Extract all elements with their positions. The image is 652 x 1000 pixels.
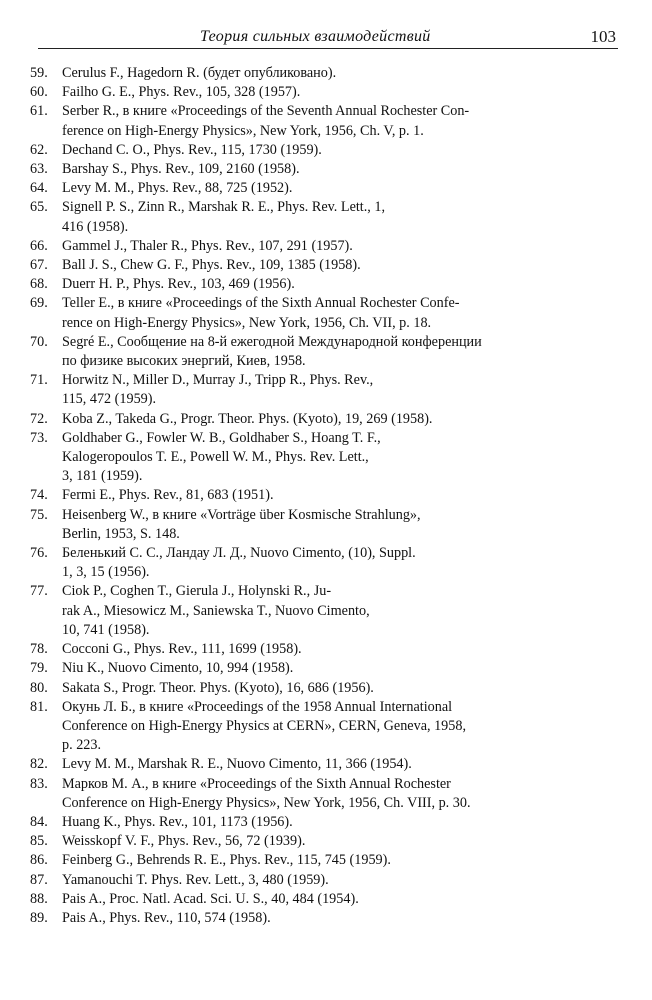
reference-line: 3, 181 (1959). [62,468,143,485]
reference-text [62,237,620,256]
reference-line: Беленький С. С., Ландау Л. Д., Nuovo Cimento, (10), Suppl. [62,545,416,562]
reference-number: 83. [30,775,48,792]
reference-item [30,871,620,890]
reference-text [62,851,620,870]
reference-number: 68. [30,276,48,293]
reference-text [62,679,620,698]
reference-line: rak A., Miesowicz M., Saniewska T., Nuovo Cimento, [62,602,370,619]
reference-text [62,582,620,640]
reference-item [30,294,620,332]
reference-line: 1, 3, 15 (1956). [62,564,150,581]
reference-number: 86. [30,852,48,869]
reference-number: 63. [30,161,48,178]
reference-number: 76. [30,545,48,562]
reference-number: 72. [30,410,48,427]
reference-item [30,832,620,851]
reference-text [62,198,620,236]
reference-number: 79. [30,660,48,677]
reference-line: Goldhaber G., Fowler W. B., Goldhaber S., Hoang T. F., [62,429,381,446]
reference-line: Cerulus F., Hagedorn R. (будет опубликовано). [62,65,337,81]
reference-line: Barshay S., Phys. Rev., 109, 2160 (1958). [62,161,300,178]
reference-number: 71. [30,372,48,389]
reference-line: 416 (1958). [62,218,129,235]
reference-number: 80. [30,679,48,696]
reference-text [62,410,620,429]
reference-item [30,506,620,544]
reference-text [62,429,620,487]
reference-line: Yamanouchi T. Phys. Rev. Lett., 3, 480 (1959). [62,871,329,888]
reference-item [30,256,620,275]
reference-line: Levy M. M., Marshak R. E., Nuovo Cimento, 11, 366 (1954). [62,756,412,773]
reference-line: rence on High-Energy Physics», New York, 1956, Ch. VII, p. 18. [62,314,432,331]
reference-text [62,333,620,371]
reference-list [30,64,620,928]
reference-item [30,102,620,140]
reference-item [30,198,620,236]
reference-line: Conference on High-Energy Physics at CERN», CERN, Geneva, 1958, [62,717,467,734]
reference-text [62,775,620,813]
reference-item [30,659,620,678]
reference-line: Kalogeropoulos T. E., Powell W. M., Phys. Rev. Lett., [62,449,369,466]
reference-item [30,698,620,756]
reference-item [30,275,620,294]
reference-item [30,813,620,832]
reference-number: 84. [30,813,48,830]
reference-item [30,83,620,102]
reference-number: 73. [30,429,48,446]
reference-line: Fermi E., Phys. Rev., 81, 683 (1951). [62,487,274,504]
reference-number: 66. [30,237,48,254]
reference-number: 78. [30,641,48,658]
reference-number: 88. [30,890,48,907]
reference-item [30,371,620,409]
reference-number: 67. [30,257,48,274]
reference-number: 89. [30,909,48,926]
page-header [38,24,618,49]
reference-text [62,160,620,179]
reference-item [30,679,620,698]
reference-line: Signell P. S., Zinn R., Marshak R. E., Phys. Rev. Lett., 1, [62,199,386,216]
reference-number: 77. [30,583,48,600]
reference-text [62,640,620,659]
reference-line: p. 223. [62,737,102,754]
reference-text [62,506,620,544]
reference-line: Koba Z., Takeda G., Progr. Theor. Phys. (Kyoto), 19, 269 (1958). [62,410,433,427]
reference-item [30,909,620,928]
reference-text [62,659,620,678]
reference-number: 64. [30,180,48,197]
reference-item [30,851,620,870]
reference-text [62,83,620,102]
reference-text [62,256,620,275]
reference-line: Ball J. S., Chew G. F., Phys. Rev., 109, 1385 (1958). [62,257,361,274]
reference-line: Berlin, 1953, S. 148. [62,525,180,542]
reference-line: Serber R., в книге «Proceedings of the Seventh Annual Rochester Con- [62,103,470,120]
reference-line: Марков М. А., в книге «Proceedings of the Sixth Annual Rochester [62,775,451,792]
reference-line: Gammel J., Thaler R., Phys. Rev., 107, 291 (1957). [62,237,353,254]
reference-item [30,640,620,659]
reference-line: 10, 741 (1958). [62,621,150,638]
reference-text [62,909,620,928]
reference-text [62,102,620,140]
reference-text [62,179,620,198]
reference-line: 115, 472 (1959). [62,391,157,408]
reference-line: Ciok P., Coghen T., Gierula J., Holynski R., Ju- [62,583,332,600]
reference-text [62,871,620,890]
page-number: 103 [590,27,616,46]
reference-item [30,775,620,813]
reference-text [62,141,620,160]
reference-text [62,813,620,832]
reference-number: 82. [30,756,48,773]
reference-number: 59. [30,65,48,81]
reference-number: 87. [30,871,48,888]
reference-item [30,429,620,487]
running-title: Теория сильных взаимодействий [200,28,431,45]
reference-line: Pais A., Phys. Rev., 110, 574 (1958). [62,909,271,926]
reference-line: Dechand C. O., Phys. Rev., 115, 1730 (1959). [62,141,322,158]
reference-line: Feinberg G., Behrends R. E., Phys. Rev., 115, 745 (1959). [62,852,391,869]
reference-line: Heisenberg W., в книге «Vorträge über Kosmische Strahlung», [62,506,421,523]
reference-text [62,486,620,505]
reference-item [30,544,620,582]
reference-number: 74. [30,487,48,504]
reference-item [30,410,620,429]
reference-text [62,890,620,909]
reference-number: 81. [30,698,48,715]
reference-line: Cocconi G., Phys. Rev., 111, 1699 (1958). [62,641,302,658]
reference-text [62,371,620,409]
reference-text [62,294,620,332]
reference-item [30,179,620,198]
reference-number: 65. [30,199,48,216]
reference-item [30,755,620,774]
reference-item [30,160,620,179]
reference-item [30,237,620,256]
reference-line: Окунь Л. Б., в книге «Proceedings of the 1958 Annual International [62,698,453,715]
reference-number: 69. [30,295,48,312]
reference-item [30,141,620,160]
reference-line: Huang K., Phys. Rev., 101, 1173 (1956). [62,813,293,830]
reference-line: по физике высоких энергий, Киев, 1958. [62,353,306,370]
reference-line: Weisskopf V. F., Phys. Rev., 56, 72 (1939). [62,833,306,850]
reference-text [62,275,620,294]
reference-number: 61. [30,103,48,120]
reference-line: Levy M. M., Phys. Rev., 88, 725 (1952). [62,180,293,197]
reference-line: ference on High-Energy Physics», New York, 1956, Ch. V, p. 1. [62,122,424,139]
reference-number: 85. [30,833,48,850]
reference-number: 60. [30,84,48,101]
reference-text [62,64,620,83]
reference-line: Segré E., Сообщение на 8-й ежегодной Международной конференции [62,333,482,350]
reference-line: Niu K., Nuovo Cimento, 10, 994 (1958). [62,660,294,677]
reference-line: Duerr H. P., Phys. Rev., 103, 469 (1956). [62,276,295,293]
reference-number: 70. [30,333,48,350]
reference-number: 75. [30,506,48,523]
reference-item [30,486,620,505]
reference-item [30,333,620,371]
reference-item [30,582,620,640]
reference-item [30,64,620,83]
reference-text [62,832,620,851]
reference-line: Sakata S., Progr. Theor. Phys. (Kyoto), 16, 686 (1956). [62,679,374,696]
reference-line: Conference on High-Energy Physics», New York, 1956, Ch. VIII, p. 30. [62,794,471,811]
reference-line: Horwitz N., Miller D., Murray J., Tripp R., Phys. Rev., [62,372,374,389]
reference-number: 62. [30,141,48,158]
reference-text [62,544,620,582]
reference-line: Teller E., в книге «Proceedings of the Sixth Annual Rochester Confe- [62,295,460,312]
reference-item [30,890,620,909]
reference-line: Failho G. E., Phys. Rev., 105, 328 (1957). [62,84,301,101]
reference-line: Pais A., Proc. Natl. Acad. Sci. U. S., 40, 484 (1954). [62,890,359,907]
reference-text [62,698,620,756]
reference-text [62,755,620,774]
